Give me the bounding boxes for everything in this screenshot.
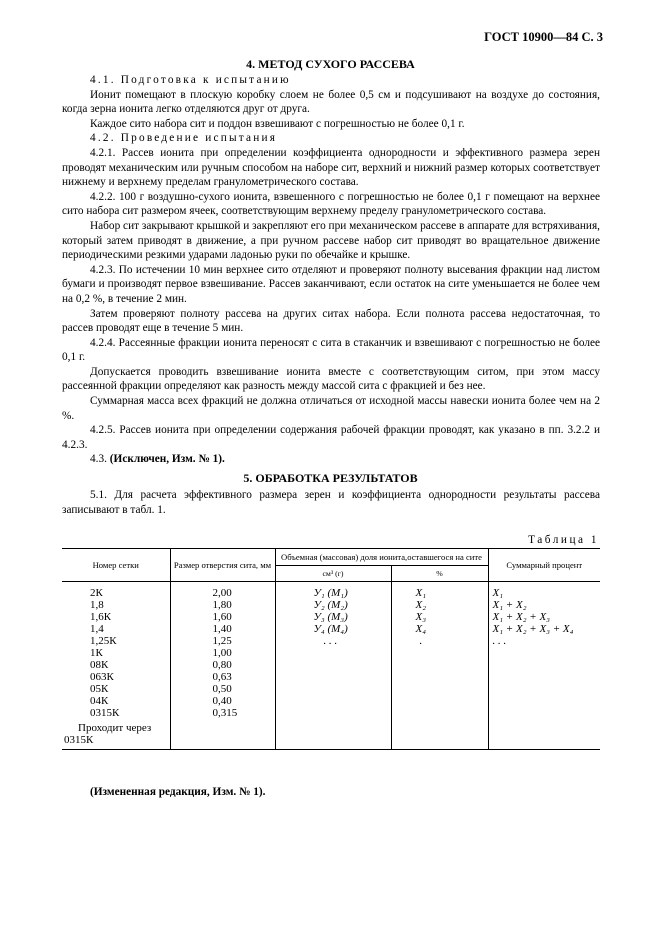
sieve-cell: 063К [90,671,114,683]
volume-cell: У₁ (М₁) [313,587,348,599]
sieve-list [62,587,170,719]
table-caption: Таблица 1 [528,534,599,546]
col-opening-sizes [170,582,275,750]
sieve-cell: 1,25К [90,635,117,647]
total-cell: . . . [492,635,507,647]
para-4-2-4: 4.2.4. Рассеянные фракции ионита переносят с сита в стаканчик и взвешивают с погрешностью не более 0,1 г. [62,336,600,364]
para-5-1: 5.1. Для расчета эффективного размера зерен и коэффициента однородности результаты рассева записывают в табл. 1. [62,489,600,516]
sieve-cell: 04К [90,695,109,707]
col-volumes [275,582,391,750]
para-4-2-4-c: Суммарная масса всех фракций не должна отличаться от исходной массы навески ионита более чем на 2 %. [62,395,600,422]
volume-cell: . . . [323,635,338,647]
section-5-title: 5. ОБРАБОТКА РЕЗУЛЬТАТОВ [243,471,418,485]
total-cell: X₁ + X₂ + X₃ [492,611,550,623]
percent-cell: X₃ [415,611,427,623]
total-cell: X₁ [492,587,504,599]
total-cell: X₁ + X₂ [492,599,527,611]
revision-note: (Измененная редакция, Изм. № 1). [90,786,266,798]
para-4-2-2-b: Набор сит закрывают крышкой и закрепляют его при механическом рассеве в аппарате для встряхивания, который затем приводят в движение, а при ручном рассеве набор сит приводят во вращательное движение периодическими резкими ударами ладонью руки по обечайке и крышке. [62,219,600,262]
subsection-4-2-label: 4.2. Проведение испытания [90,132,278,145]
para-4-2-4-b: Допускается проводить взвешивание ионита вместе с соответствующим ситом, при этом массу рассеянной фракции определяют как разность между массой сита с фракцией и без нее. [62,365,600,393]
sieve-cell: 08К [90,659,109,671]
th-cumulative-percent: Суммарный процент [488,549,600,582]
table-1 [62,548,600,750]
passes-through [62,722,170,749]
percent-cell: . [419,635,423,647]
size-cell: 1,25 [212,635,232,647]
size-cell: 1,00 [212,647,232,659]
size-cell: 0,63 [212,671,232,683]
col-percents [391,582,488,750]
para-4-1-a: Ионит помещают в плоскую коробку слоем не более 0,5 см и подсушивают на воздухе до состояния, когда зерна ионита легко отделяются друг от друга. [62,88,600,116]
section-5-body [62,488,600,517]
sieve-cell: 1К [90,647,103,659]
volume-cell: У₂ (М₂) [313,599,348,611]
sieve-cell: 1,4 [90,623,104,635]
size-cell: 0,315 [212,707,238,719]
size-cell: 2,00 [212,587,232,599]
total-cell: X₁ + X₂ + X₃ + X₄ [492,623,574,635]
para-4-2-1: 4.2.1. Рассев ионита при определении коэффициента однородности и эффективного размера зерен проводят механическим или ручным способом на наборе сит, верхний и нижний размер которых соответствует нижнему и верхнему пределам гранулометрического состава. [62,146,600,189]
th-cm3: см³ (г) [275,566,391,582]
subsection-4-1-label: 4.1. Подготовка к испытанию [90,74,291,86]
para-4-3-text: (Исключен, Изм. № 1). [109,453,225,466]
para-4-2-2: 4.2.2. 100 г воздушно-сухого ионита, взвешенного с погрешностью не более 0,1 г помещают на верхнее сито набора сит размером ячеек, соответствующим верхнему пределу гранулометрического состава. [62,190,600,218]
size-cell: 1,40 [212,623,232,635]
percent-cell: X₁ [415,587,427,599]
page-header: ГОСТ 10900—84 С. 3 [484,30,603,44]
size-cell: 1,60 [212,611,232,623]
percent-cell: X₂ [415,599,427,611]
percent-cell: X₄ [415,623,427,635]
para-4-2-3: 4.2.3. По истечении 10 мин верхнее сито отделяют и проверяют полноту высевания фракции над листом бумаги и производят первое взвешивание. Рассев заканчивают, если остаток на сите уменьшается не более чем на 0,2 %, в течение 2 мин. [62,263,600,305]
section-4-body [62,73,600,467]
col-totals [488,582,600,750]
volume-cell: У₃ (М₃) [313,611,348,623]
sieve-cell: 2К [90,587,103,599]
size-cell: 0,80 [212,659,232,671]
section-4-title: 4. МЕТОД СУХОГО РАССЕВА [246,57,415,71]
size-cell: 0,40 [212,695,232,707]
size-cell: 0,50 [212,683,232,695]
para-4-3-num: 4.3. [90,453,107,466]
para-4-1-b: Каждое сито набора сит и поддон взвешивают с погрешностью не более 0,1 г. [90,117,465,130]
sieve-cell: 1,8 [90,599,104,611]
sieve-cell: 05К [90,683,109,695]
sieve-cell: 0315К [90,707,120,719]
th-percent: % [391,566,488,582]
volume-cell: У₄ (М₄) [313,623,348,635]
passes-through-sieve: 0315К [64,734,94,746]
sieve-cell: 1,6К [90,611,112,623]
para-4-2-5: 4.2.5. Рассев ионита при определении содержания рабочей фракции проводят, как указано в пп. 3.2.2 и 4.2.3. [62,424,600,451]
size-cell: 1,80 [212,599,232,611]
th-sieve-number: Номер сетки [62,549,170,582]
th-volume-fraction: Объемная (массовая) доля ионита,оставшегося на сите [275,549,488,566]
para-4-2-3-b: Затем проверяют полноту рассева на других ситах набора. Если полнота рассева недостаточная, то рассев проводят еще в течение 5 мин. [62,307,600,335]
col-sieve-numbers [62,582,170,750]
passes-through-label: Проходит через [78,722,152,734]
th-opening-size: Размер отверстия сита, мм [170,549,275,582]
para-4-3 [62,452,600,467]
